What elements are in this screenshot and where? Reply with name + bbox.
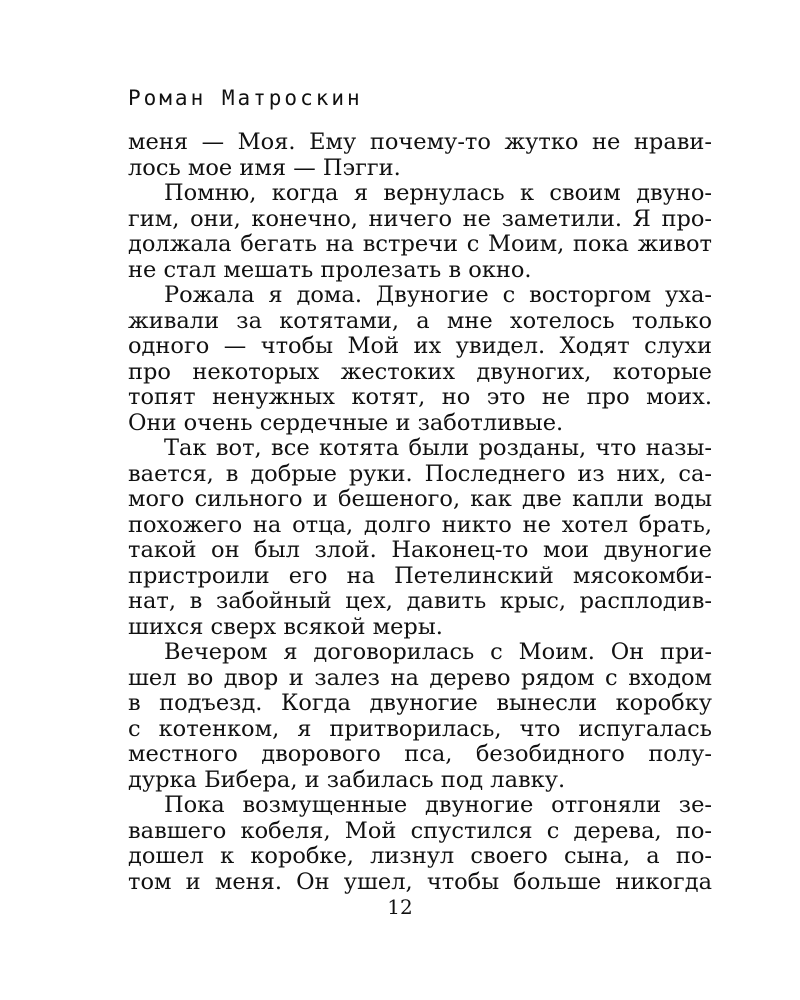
text-line: Вечером я договорилась с Моим. Он при- <box>164 639 712 665</box>
text-line: шел во двор и залез на дерево рядом с входом <box>128 664 712 691</box>
text-line: похожего на отца, долго никто не хотел брать, <box>128 511 712 538</box>
text-line: Так вот, все котята были розданы, что назы- <box>164 435 712 461</box>
text-line: топят ненужных котят, но это не про моих. <box>128 384 712 410</box>
text-line: живали за котятами, а мне хотелось только <box>128 307 712 334</box>
paragraph <box>128 436 712 640</box>
text-line: не стал мешать пролезать в окно. <box>128 256 532 283</box>
text-line: лось мое имя — Пэгги. <box>128 154 401 181</box>
text-line: мого сильного и бешеного, как две капли воды <box>128 486 712 512</box>
text-line: одного — чтобы Мой их увидел. Ходят слухи <box>128 333 712 359</box>
text-line: Они очень сердечные и заботливые. <box>128 409 564 436</box>
text-line: вавшего кобеля, Мой спустился с дерева, по- <box>128 817 712 844</box>
text-line: должала бегать на встречи с Моим, пока живот <box>128 231 712 257</box>
text-line: Рожала я дома. Двуногие с восторгом уха- <box>164 282 712 308</box>
text-line: местного дворового пса, безобидного полу- <box>128 741 712 767</box>
text-line: такой он был злой. Наконец-то мои двуногие <box>128 537 712 563</box>
text-line: нат, в забойный цех, давить крыс, расплодив- <box>128 588 712 614</box>
text-line: пристроили его на Петелинский мясокомби- <box>128 562 712 589</box>
text-line: дошел к коробке, лизнул своего сына, а по- <box>128 843 712 869</box>
text-line: шихся сверх всякой меры. <box>128 613 443 640</box>
paragraph <box>128 130 712 181</box>
text-line: том и меня. Он ушел, чтобы больше никогда <box>128 868 712 895</box>
text-line: с котенком, я притворилась, что испугалась <box>128 715 712 742</box>
text-line: дурка Бибера, и забилась под лавку. <box>128 766 566 793</box>
text-line: Пока возмущенные двуногие отгоняли зе- <box>164 792 712 818</box>
paragraph <box>128 793 712 895</box>
text-line: в подъезд. Когда двуногие вынесли коробку <box>128 690 712 716</box>
text-line: меня — Моя. Ему почему-то жутко не нрави- <box>128 129 712 155</box>
paragraph <box>128 640 712 793</box>
text-line: Помню, когда я вернулась к своим двуно- <box>164 180 712 206</box>
text-line: гим, они, конечно, ничего не заметили. Я про- <box>128 205 712 232</box>
text-line: вается, в добрые руки. Последнего из них, са- <box>128 460 712 487</box>
paragraph <box>128 283 712 436</box>
text-line: про некоторых жестоких двуногих, которые <box>128 358 712 385</box>
body-text <box>128 130 712 895</box>
paragraph <box>128 181 712 283</box>
page-number: 12 <box>387 895 413 919</box>
running-head: Роман Матроскин <box>128 86 363 110</box>
